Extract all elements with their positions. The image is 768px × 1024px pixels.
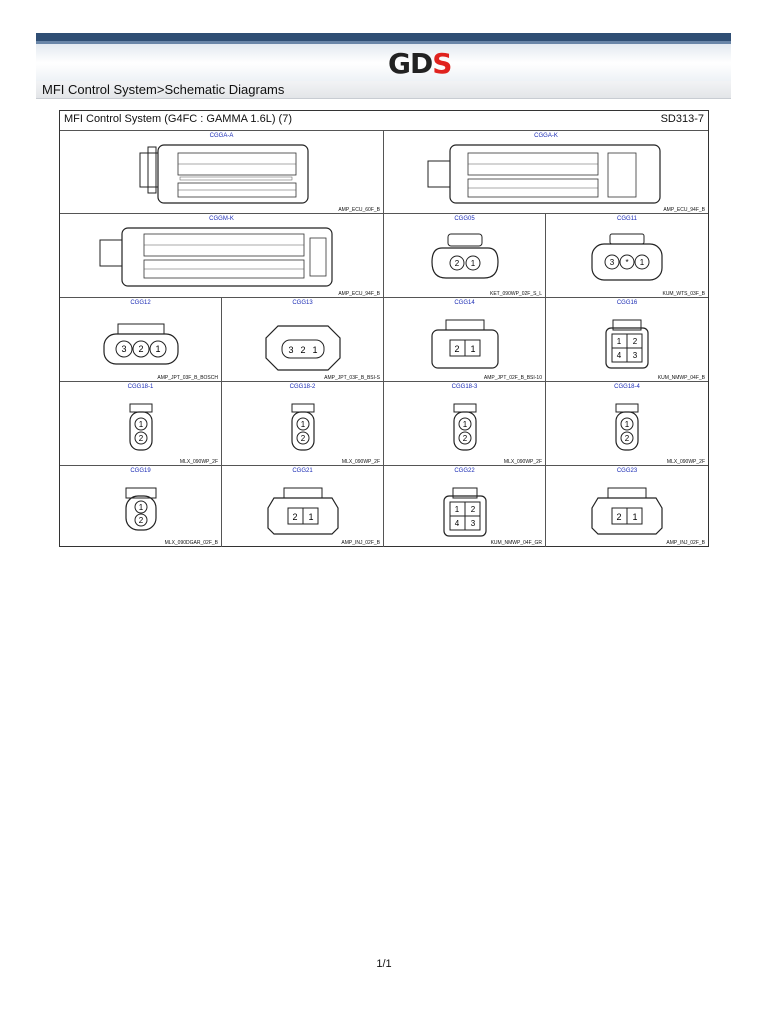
pin-label: 1 [155,344,161,354]
connector-id: CGG16 [616,300,638,306]
pin-label: 2 [462,434,468,443]
connector-cell [384,382,546,466]
pin-label: 3 [470,519,476,528]
connector-row-4 [60,381,708,466]
connector-cell [60,298,222,382]
connector-2-pin-vertical-drawing [60,382,222,466]
connector-id: CGG21 [292,468,313,474]
connector-cell [546,298,708,382]
connector-row-3 [60,297,708,382]
connector-part: AMP_JPT_02F_B_BSI-10 [483,375,542,381]
connector-3-pin-drawing [222,298,384,382]
connector-2-pin-drawing [384,214,546,298]
pin-label: 1 [639,258,645,267]
connector-cell [384,214,546,298]
pin-label: 2 [138,516,144,525]
connector-part: AMP_ECU_60F_B [338,207,380,213]
pin-label: 2 [138,434,144,443]
pin-label: 2 [454,344,460,354]
connector-id: CGG05 [454,216,475,222]
pin-label: 1 [470,259,476,268]
connector-3-pin-drawing [60,298,222,382]
connector-cell [60,382,222,466]
connector-3-pin-drawing [546,214,708,298]
pin-label: 1 [138,420,144,429]
connector-cell [222,466,384,547]
connector-2-pin-vertical-drawing [222,382,384,466]
pin-label: 1 [632,512,638,522]
connector-part: MLX_090WP_2F [179,459,218,465]
connector-60-pin-drawing [60,131,384,214]
connector-id: CGG18-1 [127,384,154,390]
connector-row-5 [60,465,708,547]
schematic-diagram [59,110,709,547]
connector-id: CGG18-3 [451,384,478,390]
diagram-title: MFI Control System (G4FC : GAMMA 1.6L) (7) [64,113,292,125]
connector-94-pin-drawing [384,131,708,214]
connector-row-2 [60,213,708,298]
breadcrumb-bar [36,81,731,99]
pin-label: 2 [138,344,144,354]
connector-id: CGG19 [130,468,151,474]
connector-cell [546,466,708,547]
connector-part: AMP_INJ_02F_B [341,540,380,546]
connector-2-pin-vertical-drawing [384,382,546,466]
connector-cell [384,131,708,214]
connector-id: CGG12 [130,300,151,306]
connector-cell [384,298,546,382]
pin-label: 2 [470,505,476,514]
pin-label: 1 [138,503,144,512]
connector-cell [222,298,384,382]
connector-2-pin-vertical-drawing [60,466,222,547]
connector-id: CGGA-A [209,133,234,139]
connector-2-pin-drawing [546,466,708,547]
connector-id: CGG13 [292,300,313,306]
connector-part: KUM_NMWP_04F_B [657,375,705,381]
pin-label: 1 [462,420,468,429]
pin-label: 1 [616,337,622,346]
connector-id: CGG14 [454,300,475,306]
pin-label: 2 [454,259,460,268]
connector-cell [384,466,546,547]
pin-label: 1 [454,505,460,514]
connector-2-pin-drawing [384,298,546,382]
connector-cell [60,466,222,547]
connector-4-pin-drawing [384,466,546,547]
page-number: 1/1 [376,958,392,970]
pin-label: 2 [632,337,638,346]
connector-cell [222,382,384,466]
pin-label: 3 [609,258,615,267]
connector-part: MLX_090WP_2F [666,459,705,465]
connector-cell [60,214,384,298]
pin-label: 2 [300,345,306,355]
connector-part: KUM_NMWP_04F_GR [490,540,542,546]
diagram-code: SD313-7 [660,113,704,125]
pin-label: 1 [300,420,306,429]
connector-4-pin-drawing [546,298,708,382]
connector-part: AMP_JPT_03F_B_BSI-S [324,375,380,381]
pin-label: 3 [632,351,638,360]
pin-label: 2 [292,512,298,522]
header-bar [36,33,731,81]
connector-part: AMP_INJ_02F_B [666,540,705,546]
connector-id: CGG18-2 [289,384,316,390]
pin-label: 4 [454,519,460,528]
connector-2-pin-drawing [222,466,384,547]
pin-label: 4 [616,351,622,360]
pin-label: 1 [308,512,314,522]
connector-cell [546,382,708,466]
pin-label: 2 [616,512,622,522]
pin-label: 1 [312,345,318,355]
connector-part: MLX_090WP_2F [503,459,542,465]
gds-logo: GDS [388,47,452,80]
connector-part: AMP_ECU_94F_B [338,291,380,297]
connector-part: AMP_JPT_03F_B_BOSCH [157,375,218,381]
connector-row-1 [60,130,708,214]
connector-id: CGG18-4 [614,384,640,390]
connector-id: CGGA-K [534,133,558,139]
connector-part: AMP_ECU_94F_B [663,207,705,213]
breadcrumb: MFI Control System>Schematic Diagrams [42,82,285,97]
connector-cell [60,131,384,214]
pin-label: 3 [288,345,294,355]
connector-part: MLX_090WP_2F [341,459,380,465]
connector-id: CGGM-K [209,216,234,222]
pin-label: 2 [624,434,630,443]
pin-label: 1 [470,344,476,354]
connector-id: CGG23 [616,468,638,474]
connector-2-pin-vertical-drawing [546,382,708,466]
pin-label: * [625,258,629,267]
pin-label: 3 [121,344,127,354]
pin-label: 1 [624,420,630,429]
connector-94-pin-drawing [60,214,384,298]
connector-cell [546,214,708,298]
pin-label: 2 [300,434,306,443]
connector-part: KUM_WTS_03F_B [662,291,705,297]
connector-part: MLX_090DGAR_02F_B [164,540,218,546]
connector-id: CGG11 [617,216,637,222]
connector-part: KET_090WP_02F_S_L [490,291,542,297]
connector-id: CGG22 [454,468,475,474]
